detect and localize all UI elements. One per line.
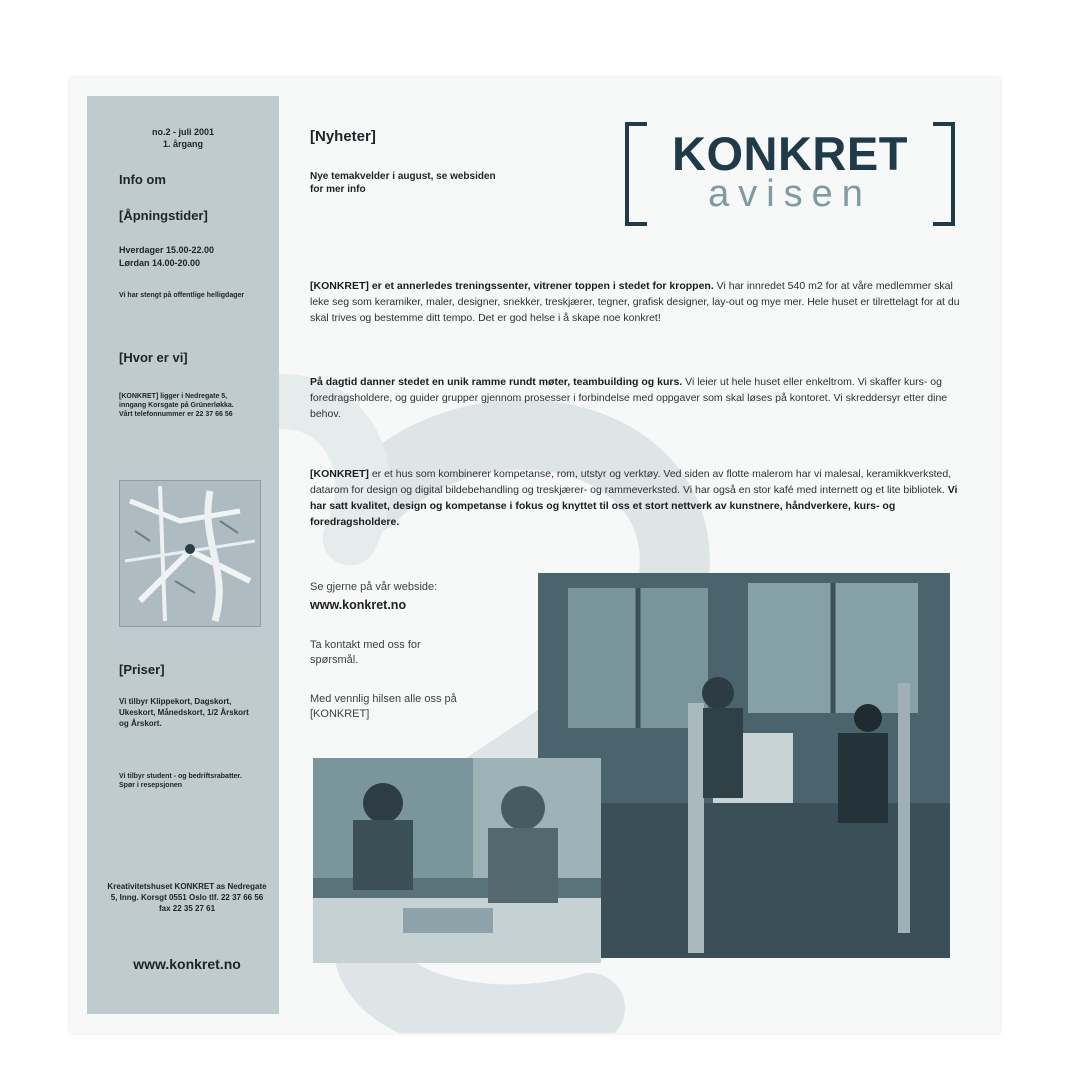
location-map <box>119 480 261 627</box>
paragraph-daytime-body: Vi leier ut hele huset eller enkeltrom. Vi skaffer kurs- og foredragsholdere, og guider grupper gjennom prosesser i forbindelse med oppgaver som skal løses på kontoret. Vi skreddersyr etter dine behov. <box>310 376 948 420</box>
map-graphic <box>120 481 260 626</box>
hours-weekdays: Hverdager 15.00-22.00 <box>119 245 215 255</box>
sidebar-website-link[interactable]: www.konkret.no <box>133 956 241 972</box>
konkret-logo <box>625 122 955 232</box>
paragraph-intro <box>310 278 960 326</box>
paragraph-house <box>310 466 960 530</box>
issue-info <box>87 126 279 150</box>
issue-volume: 1. årgang <box>162 139 203 149</box>
sidebar <box>87 96 279 1014</box>
closing-text: Med vennlig hilsen alle oss på [KONKRET] <box>310 693 457 720</box>
where-text: [KONKRET] ligger i Nedregate 5, inngang Korsgate på Grünerløkka. Vårt telefonnummer er 22 37 66 56 <box>119 393 234 418</box>
news-heading: [Nyheter] <box>310 128 376 145</box>
paragraph-house-body: er et hus som kombinerer kompetanse, rom, utstyr og verktøy. Ved siden av flotte malerom har vi malesal, keramikkverksted, datarom for design og digital bildebehandling og treskjærer- og rammeverksted. Vi har også en stor kafé med internett og et lite bibliotek. <box>310 468 952 496</box>
paragraph-daytime-lead: På dagtid danner stedet en unik ramme rundt møter, teambuilding og kurs. <box>310 376 683 388</box>
logo-wordmark: KONKRET <box>672 127 908 180</box>
where-heading: [Hvor er vi] <box>119 350 188 365</box>
opening-hours-heading: [Åpningstider] <box>119 208 208 223</box>
paragraph-house-lead: [KONKRET] <box>310 468 369 480</box>
paragraph-intro-lead: [KONKRET] er et annerledes treningssenter, vitrener toppen i stedet for kroppen. <box>310 280 714 292</box>
contact-text: Ta kontakt med oss for spørsmål. <box>310 639 421 666</box>
website-link[interactable]: www.konkret.no <box>310 598 407 612</box>
prices-heading: [Priser] <box>119 662 165 677</box>
issue-number: no.2 - juli 2001 <box>151 127 215 137</box>
paragraph-daytime <box>310 374 960 422</box>
logo-subtitle: avisen <box>708 173 872 215</box>
paragraph-house-highlight: Vi har satt kvalitet, design og kompetanse i fokus og knyttet til oss et stort nettverk av kunstnere, håndverkere, kurs- og foredragsholdere. <box>310 484 958 528</box>
newsletter-page <box>70 78 1000 1033</box>
news-text: Nye temakvelder i august, se websiden for mer info <box>310 171 496 195</box>
workshop-photo <box>313 758 601 963</box>
address-footer: Kreativitetshuset KONKRET as Nedregate 5, Inng. Korsgt 0551 Oslo tlf. 22 37 66 56 fax 22 35 27 61 <box>107 882 267 913</box>
logo-right-bracket <box>933 122 955 226</box>
logo-left-bracket <box>625 122 647 226</box>
paragraph-intro-body: Vi har innredet 540 m2 for at våre medlemmer skal leke seg som keramiker, maler, designer, snekker, treskjærer, tegner, grafisk designer, lay-out og mye mer. Hele huset er tilrettelagt for at du skal trives og bestemme ditt tempo. Det er god helse i å skape noe konkret! <box>310 280 960 324</box>
prices-text: Vi tilbyr Klippekort, Dagskort, Ukeskort, Månedskort, 1/2 Årskort og Årskort. <box>119 697 249 728</box>
hours-saturday: Lørdan 14.00-20.00 <box>119 258 201 268</box>
info-heading: Info om <box>119 172 166 187</box>
web-intro: Se gjerne på vår webside: <box>310 581 438 593</box>
discount-text: Vi tilbyr student - og bedriftsrabatter. Spør i resepsjonen <box>119 773 242 789</box>
holiday-note: Vi har stengt på offentlige helligdager <box>119 292 245 299</box>
